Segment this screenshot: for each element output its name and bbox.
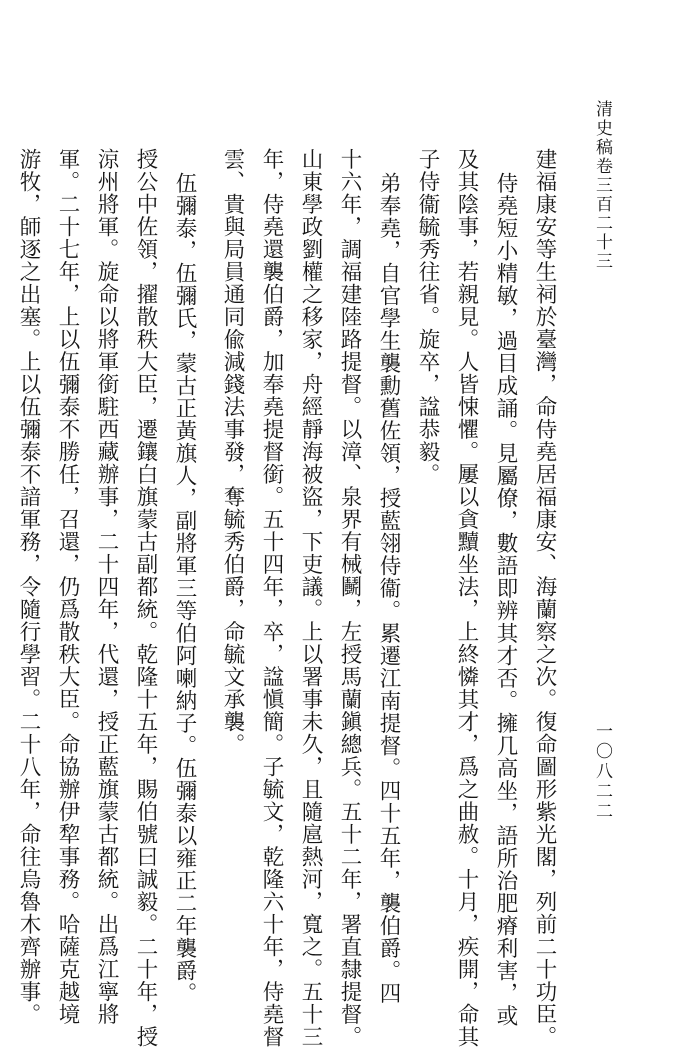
text-column-11: 伍彌泰，伍彌氏，蒙古正黃旗人，副將軍三等伯阿喇納子。伍彌泰以雍正二年襲爵。 (172, 172, 197, 1005)
text-column-8: 年，侍堯還襲伯爵，加奉堯提督銜。五十四年，卒，諡愼簡。子毓文，乾隆六十年，侍堯督 (259, 148, 284, 1048)
text-column-2: 侍堯短小精敏，過目成誦。見屬僚，數語即辨其才否。擁几高坐，語所治肥瘠利害，或 (493, 172, 518, 1027)
text-column-3: 及其陰事，若親見。人皆悚懼。屢以貪黷坐法，上終憐其才，爲之曲赦。十月，疾開，命其 (454, 148, 479, 1048)
text-column-1: 建福康安等生祠於臺灣，命侍堯居福康安、海蘭察之次。復命圖形紫光閣，列前二十功臣。 (532, 148, 557, 1048)
page-number: 一〇八二二 (592, 722, 612, 822)
text-column-9: 雲、貴與局員通同偸減錢法事發，奪毓秀伯爵，命毓文承襲。 (220, 148, 245, 756)
text-column-14: 軍。二十七年，上以伍彌泰不勝任，召還，仍爲散秩大臣。命協辦伊犂事務。哈薩克越境 (55, 148, 80, 1026)
running-title: 清史稿卷三百二十三 (592, 100, 612, 271)
text-column-5: 弟奉堯，自官學生襲勳舊佐領，授藍翎侍衞。累遷江南提督。四十五年，襲伯爵。四 (376, 172, 401, 1005)
text-column-6: 十六年，調福建陸路提督。以漳、泉界有械鬭，左授馬蘭鎭總兵。五十二年，署直隸提督。 (337, 148, 362, 1048)
text-column-13: 涼州將軍。旋命以將軍銜駐西藏辦事，二十四年，代還，授正藍旗蒙古都統。出爲江寧將 (94, 148, 119, 1026)
text-column-7: 山東學政劉權之移家，舟經靜海被盜，下吏議。上以署事未久，且隨扈熱河，寬之。五十三 (298, 148, 323, 1048)
text-column-12: 授公中佐領，擢散秩大臣，遷鑲白旗蒙古副都統。乾隆十五年，賜伯號曰誠毅。二十年，授 (133, 148, 158, 1048)
body-text (16, 148, 559, 1048)
text-column-4: 子侍衞毓秀往省。旋卒，諡恭毅。 (415, 148, 440, 486)
text-column-15: 游牧，師逐之出塞。上以伍彌泰不諳軍務，令隨行學習。二十八年，命往烏魯木齊辦事。 (16, 148, 41, 1026)
